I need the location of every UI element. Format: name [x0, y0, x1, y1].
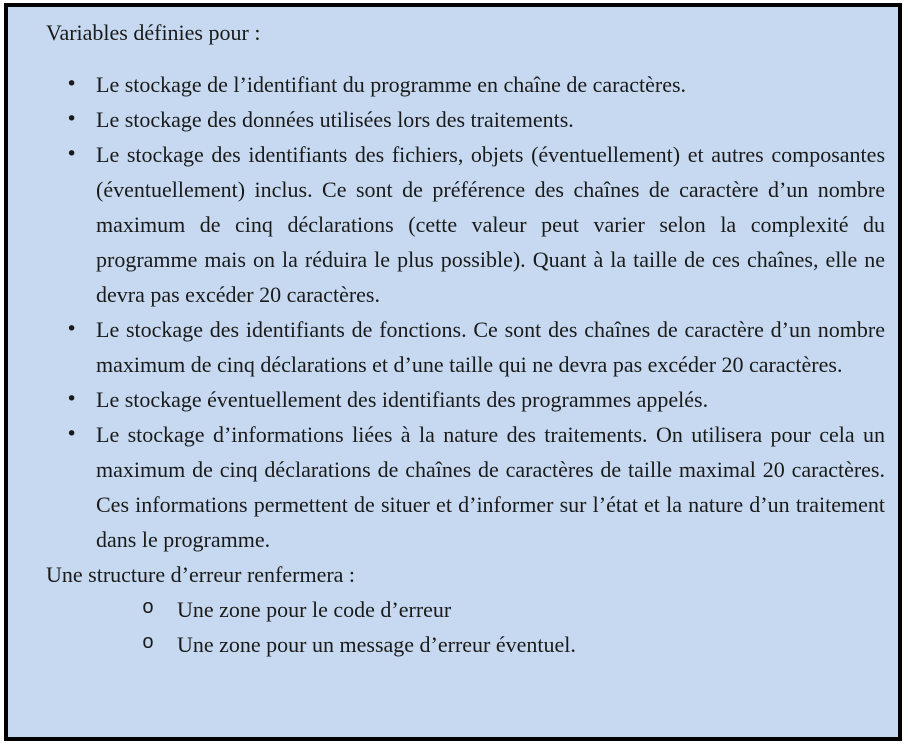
- circle-bullet-icon: o: [142, 597, 155, 620]
- list-item: [46, 102, 885, 137]
- list-item-text: Le stockage de l’identifiant du programme en chaîne de caractères.: [96, 72, 687, 97]
- error-structure-intro-text: Une structure d’erreur renfermera :: [46, 562, 356, 587]
- list-item-text: Le stockage des identifiants de fonctions. Ce sont des chaînes de caractère d’un nombre maximum de cinq déclarations et d’une taille qui ne devra pas excéder 20 caractères.: [96, 317, 885, 377]
- list-item: [46, 417, 885, 557]
- bullet-icon: •: [66, 318, 78, 340]
- variables-bullet-list: [46, 67, 885, 557]
- list-item-text: Le stockage éventuellement des identifiants des programmes appelés.: [96, 387, 709, 412]
- list-item: [46, 67, 885, 102]
- bullet-icon: •: [66, 73, 78, 95]
- list-item-text: Le stockage d’informations liées à la nature des traitements. On utilisera pour cela un maximum de cinq déclarations de chaînes de caractères de taille maximal 20 caractères. Ces informations permettent de situer et d’informer sur l’état et la nature d’un traitement dans le programme.: [96, 422, 885, 552]
- list-item: [46, 137, 885, 312]
- intro-text: Variables définies pour :: [46, 20, 261, 45]
- sub-list-item: [46, 627, 885, 662]
- circle-bullet-icon: o: [142, 632, 155, 655]
- list-item: [46, 382, 885, 417]
- bullet-icon: •: [66, 108, 78, 130]
- sub-list-item-text: Une zone pour un message d’erreur éventuel.: [177, 632, 576, 657]
- bullet-icon: •: [66, 423, 78, 445]
- sub-list-item: [46, 592, 885, 627]
- text-box: [4, 3, 902, 741]
- list-item-text: Le stockage des données utilisées lors des traitements.: [96, 107, 574, 132]
- error-structure-sub-list: [46, 592, 885, 662]
- bullet-icon: •: [66, 143, 78, 165]
- bullet-icon: •: [66, 388, 78, 410]
- list-item: [46, 312, 885, 382]
- list-item-text: Le stockage des identifiants des fichiers, objets (éventuellement) et autres composantes (éventuellement) inclus. Ce sont de préférence des chaînes de caractère d’un nombre maximum de cinq déclarations (cette valeur peut varier selon la complexité du programme mais on la réduira le plus possible). Quant à la taille de ces chaînes, elle ne devra pas excéder 20 caractères.: [96, 142, 885, 307]
- sub-list-item-text: Une zone pour le code d’erreur: [177, 597, 452, 622]
